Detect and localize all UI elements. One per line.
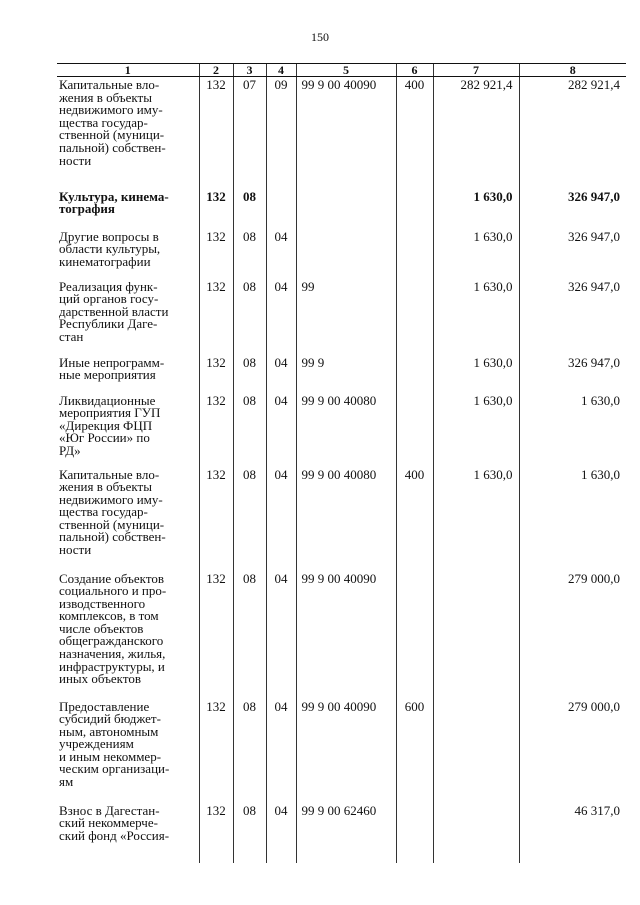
amount-cell: 1 630,0: [433, 229, 519, 279]
column-header: 3: [233, 64, 266, 77]
row-name-cell: Культура, кинема- тография: [59, 188, 169, 217]
expense-type-cell: 400: [396, 77, 433, 189]
ministry-code-cell: 132: [199, 355, 233, 393]
table-row: [57, 571, 626, 699]
row-name-cell: Реализация функ- ций органов госу- дарственной власти Республики Даге- стан: [59, 278, 169, 344]
table-row: [57, 279, 626, 355]
row-name-cell: Иные непрограмм- ные мероприятия: [59, 354, 165, 383]
target-article-cell: 99 9 00 40090: [296, 571, 396, 699]
row-name-cell: Другие вопросы в области культуры, кинематографии: [59, 228, 161, 269]
table-body: [57, 77, 626, 863]
target-article-cell: 99 9: [296, 355, 396, 393]
amount-cell: 1 630,0: [433, 467, 519, 571]
target-article-cell: [296, 229, 396, 279]
expense-type-cell: [396, 279, 433, 355]
subsection-code-cell: 04: [266, 279, 296, 355]
expense-type-cell: [396, 393, 433, 467]
subsection-code-cell: 04: [266, 571, 296, 699]
table-row: [57, 467, 626, 571]
table-row: [57, 803, 626, 863]
amount-cell: 1 630,0: [433, 355, 519, 393]
amount-total-cell: 279 000,0: [519, 571, 626, 699]
row-name-cell: Ликвидационные мероприятия ГУП «Дирекция ФЦП «Юг России» по РД»: [59, 392, 161, 458]
ministry-code-cell: 132: [199, 189, 233, 229]
section-code-cell: 08: [233, 699, 266, 803]
amount-total-cell: 279 000,0: [519, 699, 626, 803]
row-name-cell: Капитальные вло- жения в объекты недвижимого иму- щества государ- ственной (муници- пальной) собствен- ности: [59, 77, 166, 168]
subsection-code-cell: 04: [266, 393, 296, 467]
table-row: [57, 355, 626, 393]
table-row: [57, 77, 626, 189]
ministry-code-cell: 132: [199, 393, 233, 467]
section-code-cell: 08: [233, 189, 266, 229]
ministry-code-cell: 132: [199, 803, 233, 863]
section-code-cell: 08: [233, 803, 266, 863]
amount-cell: [433, 803, 519, 863]
ministry-code-cell: 132: [199, 571, 233, 699]
amount-cell: 1 630,0: [433, 189, 519, 229]
amount-cell: [433, 699, 519, 803]
amount-total-cell: 326 947,0: [519, 189, 626, 229]
table-row: [57, 229, 626, 279]
amount-cell: 282 921,4: [433, 77, 519, 189]
amount-cell: [433, 571, 519, 699]
column-header: 8: [519, 64, 626, 77]
section-code-cell: 08: [233, 571, 266, 699]
amount-total-cell: 1 630,0: [519, 393, 626, 467]
subsection-code-cell: 04: [266, 803, 296, 863]
subsection-code-cell: 09: [266, 77, 296, 189]
target-article-cell: 99 9 00 62460: [296, 803, 396, 863]
subsection-code-cell: [266, 189, 296, 229]
subsection-code-cell: 04: [266, 467, 296, 571]
target-article-cell: 99 9 00 40090: [296, 699, 396, 803]
section-code-cell: 08: [233, 279, 266, 355]
section-code-cell: 08: [233, 355, 266, 393]
row-name-cell: Предоставление субсидий бюджет- ным, автономным учреждениям и иным некоммер- ческим организаци- ям: [59, 698, 170, 790]
section-code-cell: 08: [233, 229, 266, 279]
amount-cell: 1 630,0: [433, 393, 519, 467]
expense-type-cell: 600: [396, 699, 433, 803]
row-name-cell: Взнос в Дагестан- ский некоммерче- ский фонд «Россия-: [59, 802, 170, 843]
column-header: 2: [199, 64, 233, 77]
row-name-cell: Капитальные вло- жения в объекты недвижимого иму- щества государ- ственной (муници- пальной) собствен- ности: [59, 466, 166, 558]
section-code-cell: 07: [233, 77, 266, 189]
amount-total-cell: 326 947,0: [519, 355, 626, 393]
column-header: 4: [266, 64, 296, 77]
section-code-cell: 08: [233, 393, 266, 467]
target-article-cell: 99 9 00 40080: [296, 393, 396, 467]
section-code-cell: 08: [233, 467, 266, 571]
target-article-cell: 99 9 00 40080: [296, 467, 396, 571]
amount-total-cell: 1 630,0: [519, 467, 626, 571]
amount-total-cell: 46 317,0: [519, 803, 626, 863]
table-row: [57, 393, 626, 467]
column-header: 7: [433, 64, 519, 77]
table-row: [57, 189, 626, 229]
page-number: 150: [311, 30, 329, 44]
amount-total-cell: 326 947,0: [519, 279, 626, 355]
column-header: 6: [396, 64, 433, 77]
expense-type-cell: [396, 803, 433, 863]
column-header: 5: [296, 64, 396, 77]
subsection-code-cell: 04: [266, 699, 296, 803]
budget-table: [57, 63, 626, 863]
ministry-code-cell: 132: [199, 467, 233, 571]
amount-total-cell: 282 921,4: [519, 77, 626, 189]
subsection-code-cell: 04: [266, 229, 296, 279]
expense-type-cell: [396, 189, 433, 229]
amount-total-cell: 326 947,0: [519, 229, 626, 279]
target-article-cell: 99 9 00 40090: [296, 77, 396, 189]
ministry-code-cell: 132: [199, 279, 233, 355]
ministry-code-cell: 132: [199, 229, 233, 279]
table-row: [57, 699, 626, 803]
column-header: 1: [57, 64, 199, 77]
amount-cell: 1 630,0: [433, 279, 519, 355]
subsection-code-cell: 04: [266, 355, 296, 393]
expense-type-cell: 400: [396, 467, 433, 571]
target-article-cell: 99: [296, 279, 396, 355]
expense-type-cell: [396, 229, 433, 279]
table-header-row: [57, 64, 626, 77]
row-name-cell: Создание объектов социального и про- изводственного комплексов, в том числе объектов общегражданского назначения, жилья, инфраструктуры, и иных объектов: [59, 570, 167, 687]
expense-type-cell: [396, 355, 433, 393]
ministry-code-cell: 132: [199, 77, 233, 189]
expense-type-cell: [396, 571, 433, 699]
ministry-code-cell: 132: [199, 699, 233, 803]
target-article-cell: [296, 189, 396, 229]
